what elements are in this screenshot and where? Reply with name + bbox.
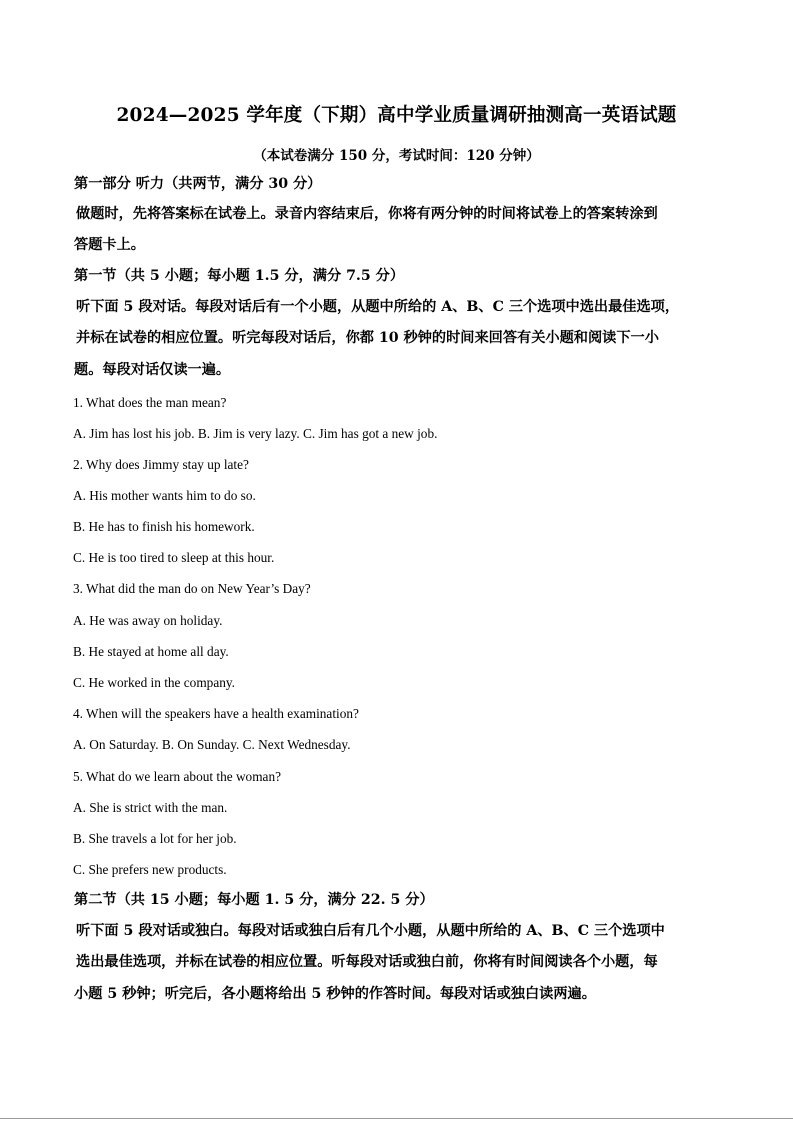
question-3-option-b: B. He stayed at home all day. (73, 644, 229, 659)
section2-instruction-line: 小题 5 秒钟；听完后，各小题将给出 5 秒钟的作答时间。每段对话或独白读两遍。 (74, 986, 596, 1002)
question-4: 4. When will the speakers have a health examination? (73, 706, 359, 721)
section1-instruction-line: 听下面 5 段对话。每段对话后有一个小题，从题中所给的 A、B、C 三个选项中选出最佳选项， (76, 299, 680, 315)
question-5-option-a: A. She is strict with the man. (73, 800, 228, 815)
section1-instruction-line: 并标在试卷的相应位置。听完每段对话后，你都 10 秒钟的时间来回答有关小题和阅读下一小 (76, 330, 659, 346)
section2-instruction-line: 听下面 5 段对话或独白。每段对话或独白后有几个小题，从题中所给的 A、B、C 三个选项中 (76, 923, 665, 939)
question-1-options: A. Jim has lost his job. B. Jim is very lazy. C. Jim has got a new job. (73, 426, 438, 441)
part1-instruction-line: 做题时，先将答案标在试卷上。录音内容结束后，你将有两分钟的时间将试卷上的答案转涂到 (76, 206, 658, 222)
question-3: 3. What did the man do on New Year’s Day? (73, 581, 311, 596)
part1-heading: 第一部分 听力（共两节，满分 30 分） (74, 176, 322, 192)
section1-instruction-line: 题。每段对话仅读一遍。 (74, 362, 231, 378)
section2-heading: 第二节（共 15 小题；每小题 1. 5 分，满分 22. 5 分） (74, 892, 434, 908)
exam-subtitle: （本试卷满分 150 分，考试时间：120 分钟） (253, 148, 540, 164)
question-4-options: A. On Saturday. B. On Sunday. C. Next Wednesday. (73, 737, 351, 752)
question-3-option-c: C. He worked in the company. (73, 675, 235, 690)
part1-instruction-line: 答题卡上。 (74, 237, 145, 253)
question-2: 2. Why does Jimmy stay up late? (73, 457, 249, 472)
question-3-option-a: A. He was away on holiday. (73, 613, 223, 628)
question-2-option-b: B. He has to finish his homework. (73, 519, 255, 534)
question-5: 5. What do we learn about the woman? (73, 769, 282, 784)
question-5-option-c: C. She prefers new products. (73, 862, 227, 877)
page-bottom-divider (0, 1118, 793, 1119)
section1-heading: 第一节（共 5 小题；每小题 1.5 分，满分 7.5 分） (74, 268, 405, 284)
question-2-option-a: A. His mother wants him to do so. (73, 488, 256, 503)
section2-instruction-line: 选出最佳选项，并标在试卷的相应位置。听每段对话或独白前，你将有时间阅读各个小题，每 (76, 954, 658, 970)
question-1: 1. What does the man mean? (73, 395, 227, 410)
exam-title: 2024—2025 学年度（下期）高中学业质量调研抽测高一英语试题 (116, 105, 677, 126)
question-2-option-c: C. He is too tired to sleep at this hour. (73, 550, 275, 565)
question-5-option-b: B. She travels a lot for her job. (73, 831, 237, 846)
